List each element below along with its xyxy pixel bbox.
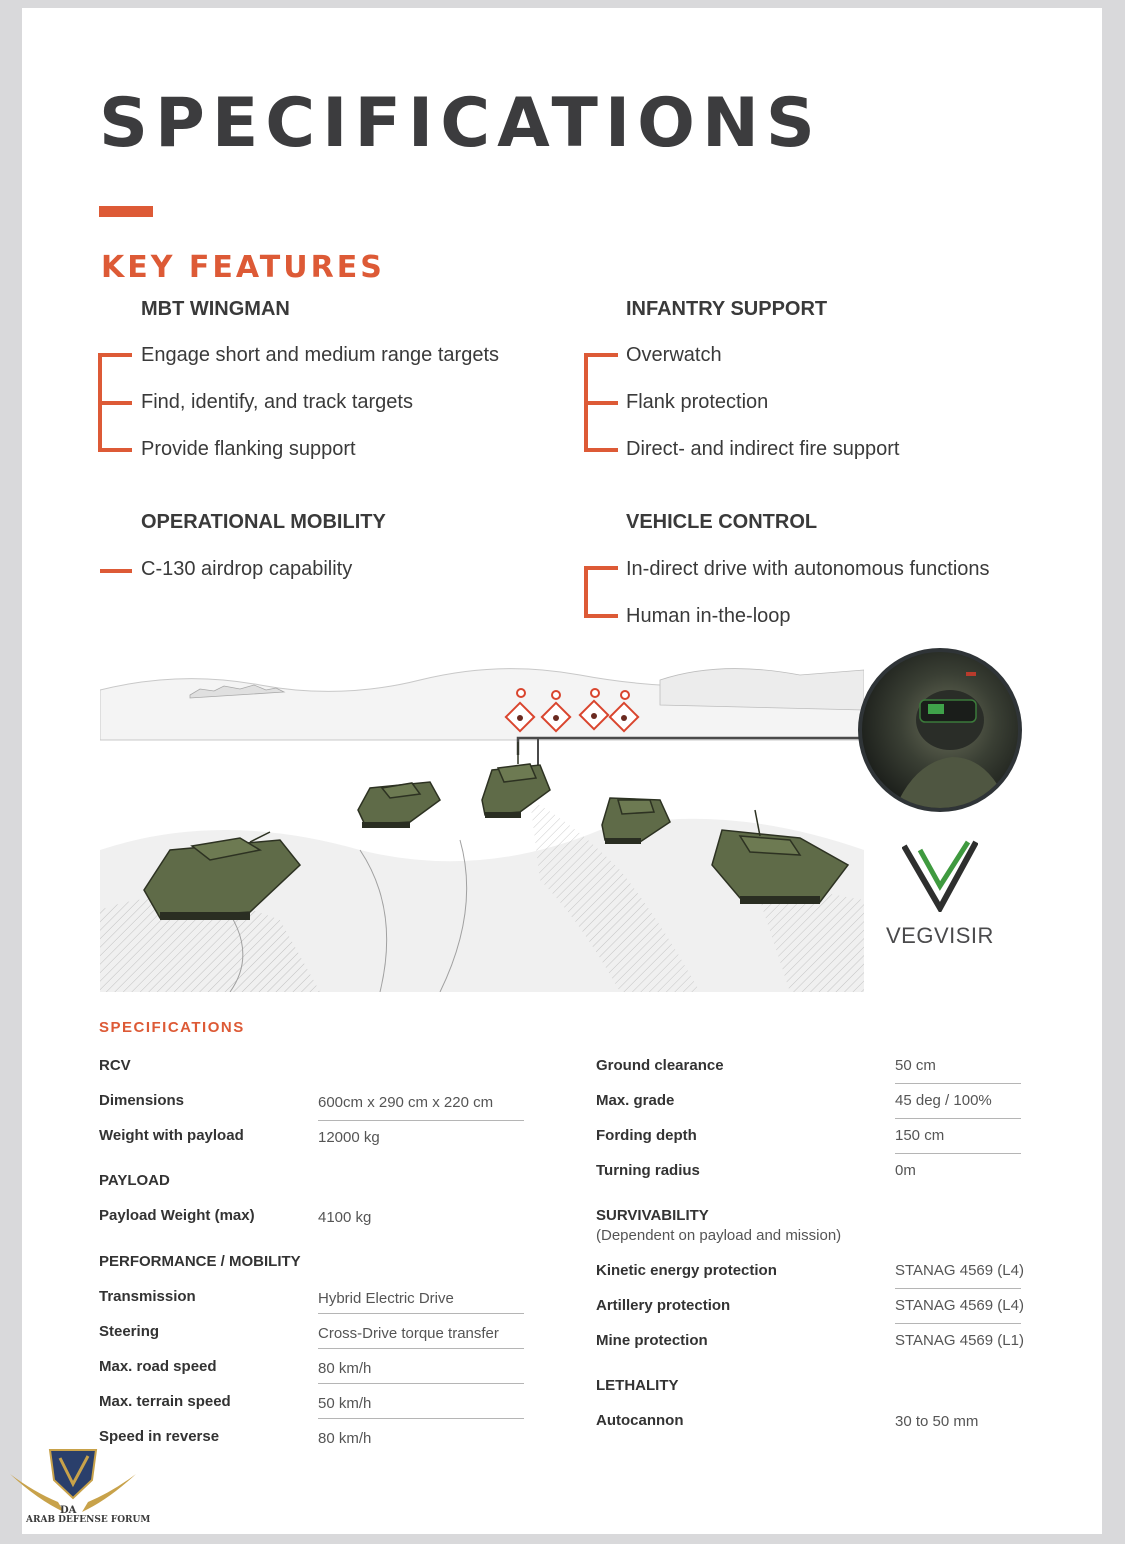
spec-label: Speed in reverse [99,1428,220,1445]
key-features-title: KEY FEATURES [101,250,385,285]
feature-item: Human in-the-loop [626,605,791,627]
spec-value: 30 to 50 mm [895,1413,979,1430]
watermark-da: DA [60,1505,77,1516]
feature-item: C-130 airdrop capability [141,558,353,580]
feature-heading-operational-mobility: OPERATIONAL MOBILITY [141,511,386,533]
spec-label: Mine protection [596,1332,708,1349]
spec-rule [318,1418,524,1419]
feature-heading-infantry-support: INFANTRY SUPPORT [626,298,828,320]
spec-rule [895,1118,1021,1119]
feature-bracket-mid [584,401,618,405]
spec-group-survivability: SURVIVABILITY [596,1207,709,1224]
spec-label: Max. terrain speed [99,1393,231,1410]
spec-group-lethality: LETHALITY [596,1377,679,1394]
feature-dash [100,569,132,573]
spec-value: 600cm x 290 cm x 220 cm [318,1094,494,1111]
spec-value: 50 cm [895,1057,936,1074]
spec-label: Weight with payload [99,1127,244,1144]
spec-value: Cross-Drive torque transfer [318,1325,499,1342]
spec-rule [318,1383,524,1384]
spec-label: Payload Weight (max) [99,1207,255,1224]
spec-value: 80 km/h [318,1430,372,1447]
title-accent-bar [99,206,153,217]
spec-value: 12000 kg [318,1129,380,1146]
spec-rule [318,1348,524,1349]
spec-value: 4100 kg [318,1209,372,1226]
feature-heading-mbt-wingman: MBT WINGMAN [141,298,290,320]
feature-item: Engage short and medium range targets [141,344,499,366]
feature-item: Provide flanking support [141,438,356,460]
robotic-vehicle-illustration [100,650,864,992]
spec-group-rcv: RCV [99,1057,131,1074]
feature-item: Flank protection [626,391,769,413]
spec-label: Transmission [99,1288,196,1305]
spec-rule [895,1288,1021,1289]
vegvisir-logo-icon [902,840,978,912]
spec-value: STANAG 4569 (L4) [895,1297,1024,1314]
spec-group-payload: PAYLOAD [99,1172,170,1189]
spec-label: Artillery protection [596,1297,731,1314]
spec-label: Ground clearance [596,1057,724,1074]
operator-silhouette [862,652,1022,812]
specifications-section-title: SPECIFICATIONS [99,1019,245,1036]
spec-label: Kinetic energy protection [596,1262,777,1279]
feature-bracket [584,566,618,618]
spec-rule [318,1120,524,1121]
page-title: SPECIFICATIONS [99,84,822,163]
spec-value: 50 km/h [318,1395,372,1412]
spec-label: Autocannon [596,1412,684,1429]
feature-item: Overwatch [626,344,722,366]
spec-sheet [22,8,1102,1534]
spec-group-performance: PERFORMANCE / MOBILITY [99,1253,301,1270]
feature-item: Direct- and indirect fire support [626,438,900,460]
spec-value: Hybrid Electric Drive [318,1290,454,1307]
spec-rule [895,1323,1021,1324]
spec-rule [318,1313,524,1314]
spec-group-note: (Dependent on payload and mission) [596,1227,842,1244]
spec-value: STANAG 4569 (L1) [895,1332,1024,1349]
spec-label: Turning radius [596,1162,700,1179]
spec-label: Max. road speed [99,1358,217,1375]
spec-value: 0m [895,1162,916,1179]
feature-item: Find, identify, and track targets [141,391,413,413]
spec-value: 80 km/h [318,1360,372,1377]
spec-value: 150 cm [895,1127,945,1144]
spec-rule [895,1153,1021,1154]
spec-value: 45 deg / 100% [895,1092,992,1109]
spec-label: Dimensions [99,1092,185,1109]
feature-bracket-mid [98,401,132,405]
feature-heading-vehicle-control: VEHICLE CONTROL [626,511,818,533]
arab-defense-forum-watermark-icon [8,1440,138,1540]
watermark-forum-name: ARAB DEFENSE FORUM [26,1515,151,1525]
spec-label: Max. grade [596,1092,675,1109]
spec-value: STANAG 4569 (L4) [895,1262,1024,1279]
feature-item: In-direct drive with autonomous functions [626,558,990,580]
spec-label: Fording depth [596,1127,697,1144]
spec-label: Steering [99,1323,160,1340]
spec-rule [895,1083,1021,1084]
operator-vr-headset-photo [858,648,1022,812]
vegvisir-logo-text: VEGVISIR [886,923,994,948]
